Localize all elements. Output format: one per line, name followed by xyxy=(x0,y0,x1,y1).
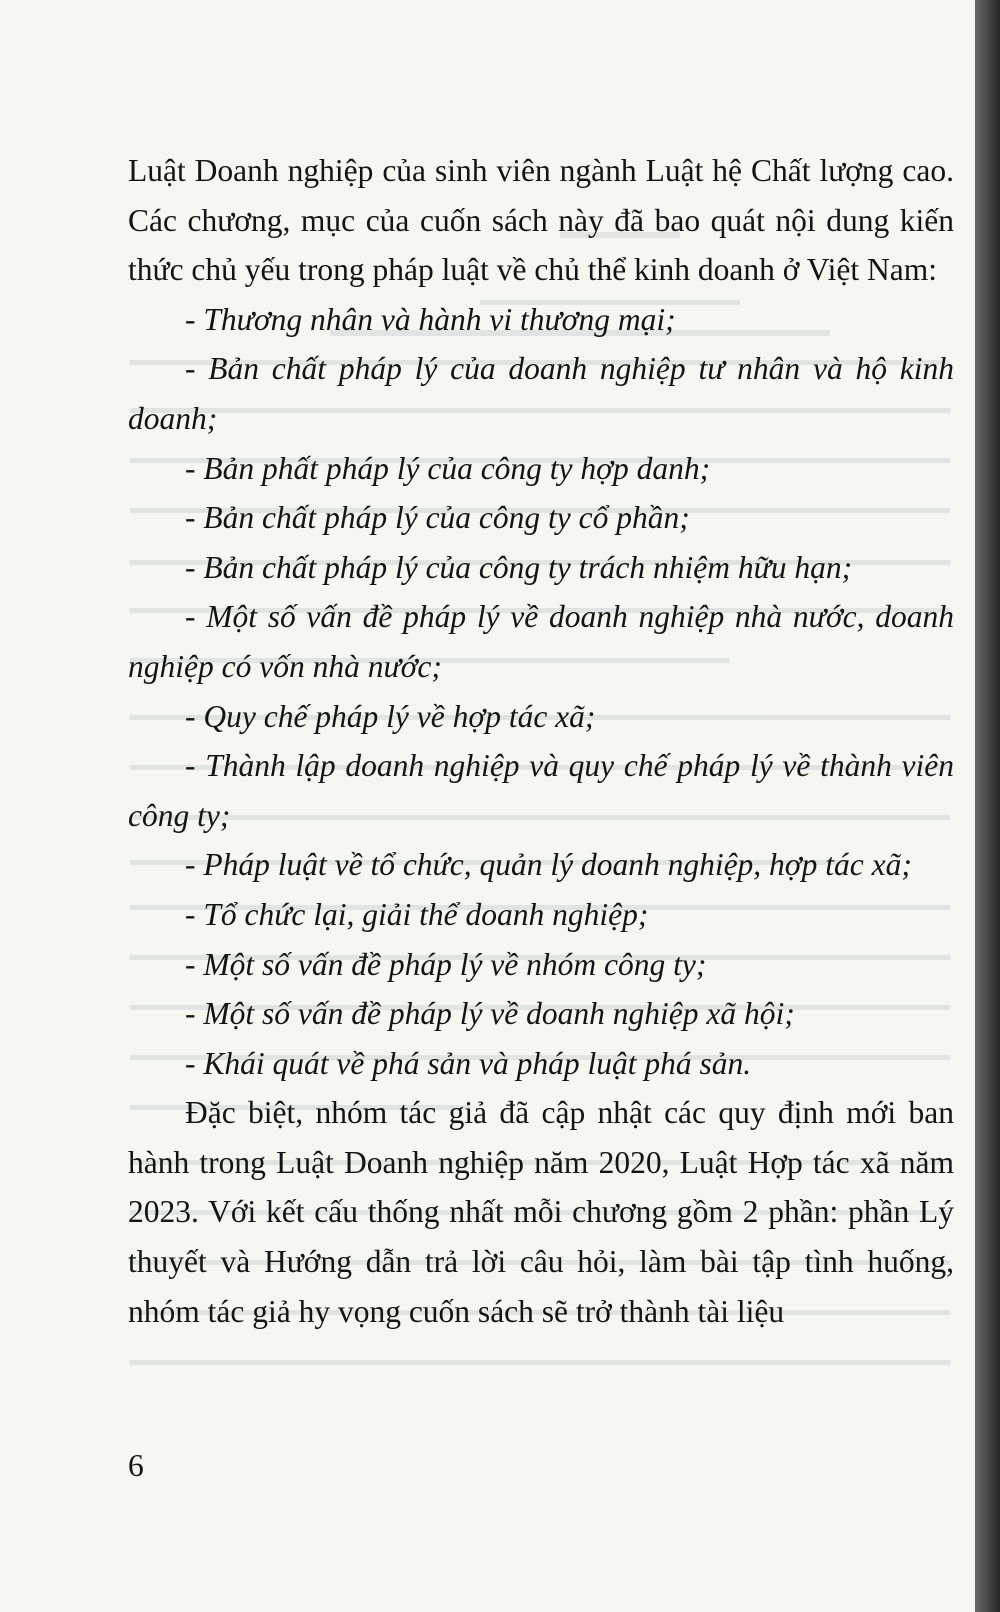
topic-item: - Quy chế pháp lý về hợp tác xã; xyxy=(185,698,596,734)
page-number: 6 xyxy=(128,1448,144,1483)
topic-item: - Bản chất pháp lý của công ty cổ phần; xyxy=(185,500,690,536)
topic-item: - Thương nhân và hành vi thương mại; xyxy=(185,301,676,337)
page-edge-shadow xyxy=(975,0,1000,1612)
topic-item: - Bản phất pháp lý của công ty hợp danh; xyxy=(185,450,711,486)
topic-item: - Một số vấn đề pháp lý về doanh nghiệp xã hội; xyxy=(185,996,795,1032)
topic-item: - Khái quát về phá sản và pháp luật phá sản. xyxy=(185,1045,752,1081)
topic-item: - Bản chất pháp lý của doanh nghiệp tư nhân và hộ kinh doanh; xyxy=(128,351,954,436)
topic-item: - Thành lập doanh nghiệp và quy chế pháp lý về thành viên công ty; xyxy=(128,748,954,833)
topic-item: - Bản chất pháp lý của công ty trách nhiệm hữu hạn; xyxy=(185,549,853,585)
closing-paragraph: Đặc biệt, nhóm tác giả đã cập nhật các quy định mới ban hành trong Luật Doanh nghiệp năm 2020, Luật Hợp tác xã năm 2023. Với kết cấu thống nhất mỗi chương gồm 2 phần: phần Lý thuyết và Hướng dẫn trả lời câu hỏi, làm bài tập tình huống, nhóm tác giả hy vọng cuốn sách sẽ trở thành tài liệu xyxy=(128,1095,954,1329)
body-text xyxy=(128,146,954,1336)
topic-item: - Một số vấn đề pháp lý về nhóm công ty; xyxy=(185,946,707,982)
topic-item: - Pháp luật về tổ chức, quản lý doanh nghiệp, hợp tác xã; xyxy=(185,847,912,883)
intro-paragraph: Luật Doanh nghiệp của sinh viên ngành Luật hệ Chất lượng cao. Các chương, mục của cuốn sách này đã bao quát nội dung kiến thức chủ yếu trong pháp luật về chủ thể kinh doanh ở Việt Nam: xyxy=(128,153,954,288)
topic-item: - Một số vấn đề pháp lý về doanh nghiệp nhà nước, doanh nghiệp có vốn nhà nước; xyxy=(128,599,954,684)
topic-item: - Tổ chức lại, giải thể doanh nghiệp; xyxy=(185,896,649,932)
